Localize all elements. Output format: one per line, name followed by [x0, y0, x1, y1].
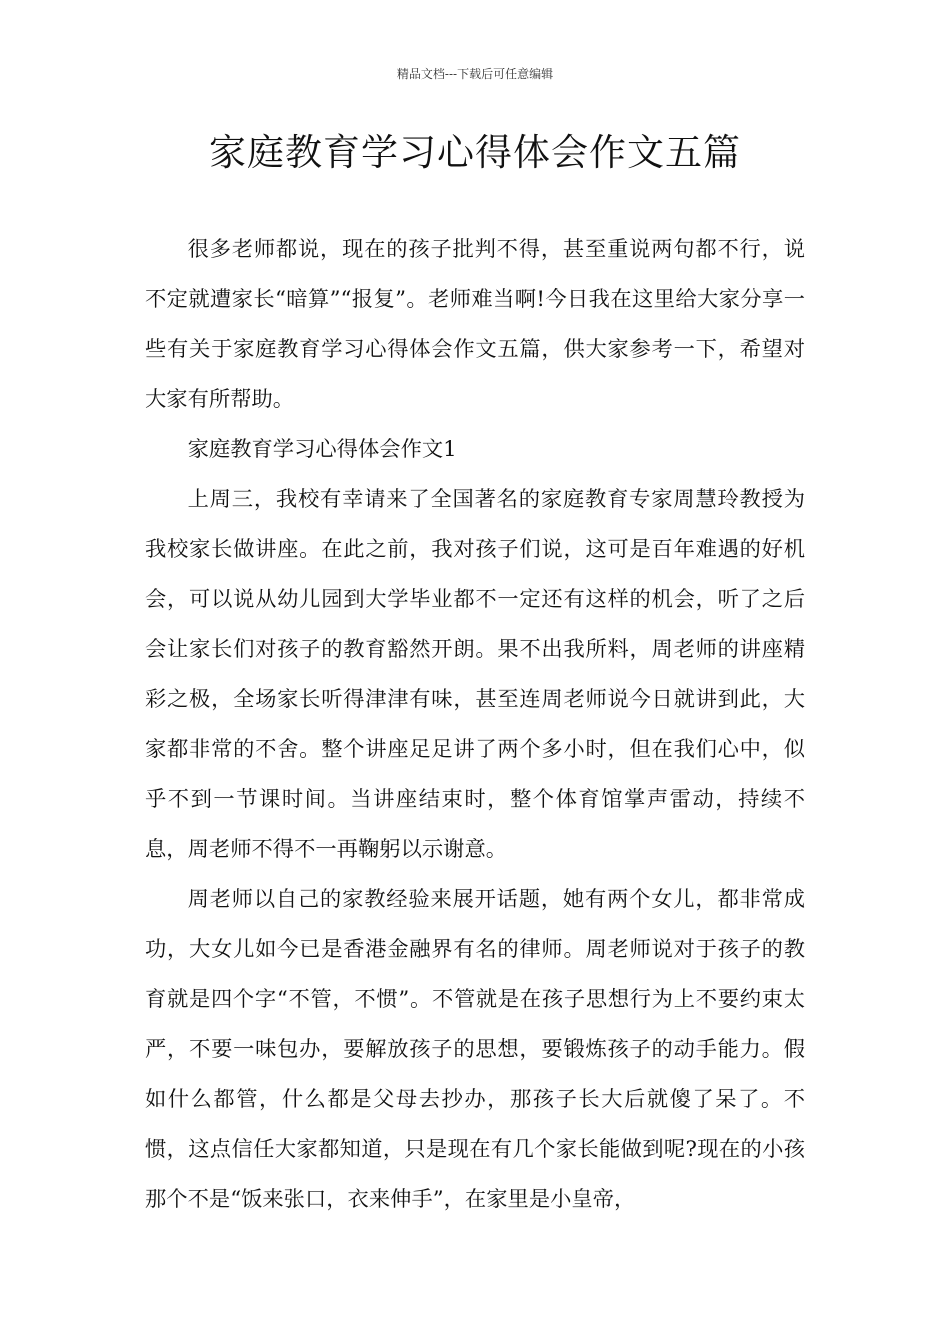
document-title: 家庭教育学习心得体会作文五篇 — [209, 131, 741, 174]
section-heading: 家庭教育学习心得体会作文1 — [187, 437, 457, 462]
intro-paragraph: 很多老师都说，现在的孩子批判不得，甚至重说两句都不行，说不定就遭家长“暗算”“报复”。老师难当啊!今日我在这里给大家分享一些有关于家庭教育学习心得体会作文五篇，供大家参考一下，希望对大家有所帮助。 — [145, 237, 805, 412]
document-body — [145, 225, 805, 1225]
header-note: 精品文档---下载后可任意编辑 — [396, 67, 554, 81]
body-paragraph: 上周三，我校有幸请来了全国著名的家庭教育专家周慧玲教授为我校家长做讲座。在此之前，我对孩子们说，这可是百年难遇的好机会，可以说从幼儿园到大学毕业都不一定还有这样的机会，听了之后会让家长们对孩子的教育豁然开朗。果不出我所料，周老师的讲座精彩之极，全场家长听得津津有味，甚至连周老师说今日就讲到此，大家都非常的不舍。整个讲座足足讲了两个多小时，但在我们心中，似乎不到一节课时间。当讲座结束时，整个体育馆掌声雷动，持续不息，周老师不得不一再鞠躬以示谢意。 — [145, 487, 805, 862]
body-paragraph: 周老师以自己的家教经验来展开话题，她有两个女儿，都非常成功，大女儿如今已是香港金融界有名的律师。周老师说对于孩子的教育就是四个字“不管，不惯”。不管就是在孩子思想行为上不要约束太严，不要一味包办，要解放孩子的思想，要锻炼孩子的动手能力。假如什么都管，什么都是父母去抄办，那孩子长大后就傻了呆了。不惯，这点信任大家都知道，只是现在有几个家长能做到呢?现在的小孩那个不是“饭来张口，衣来伸手”，在家里是小皇帝， — [145, 887, 805, 1212]
